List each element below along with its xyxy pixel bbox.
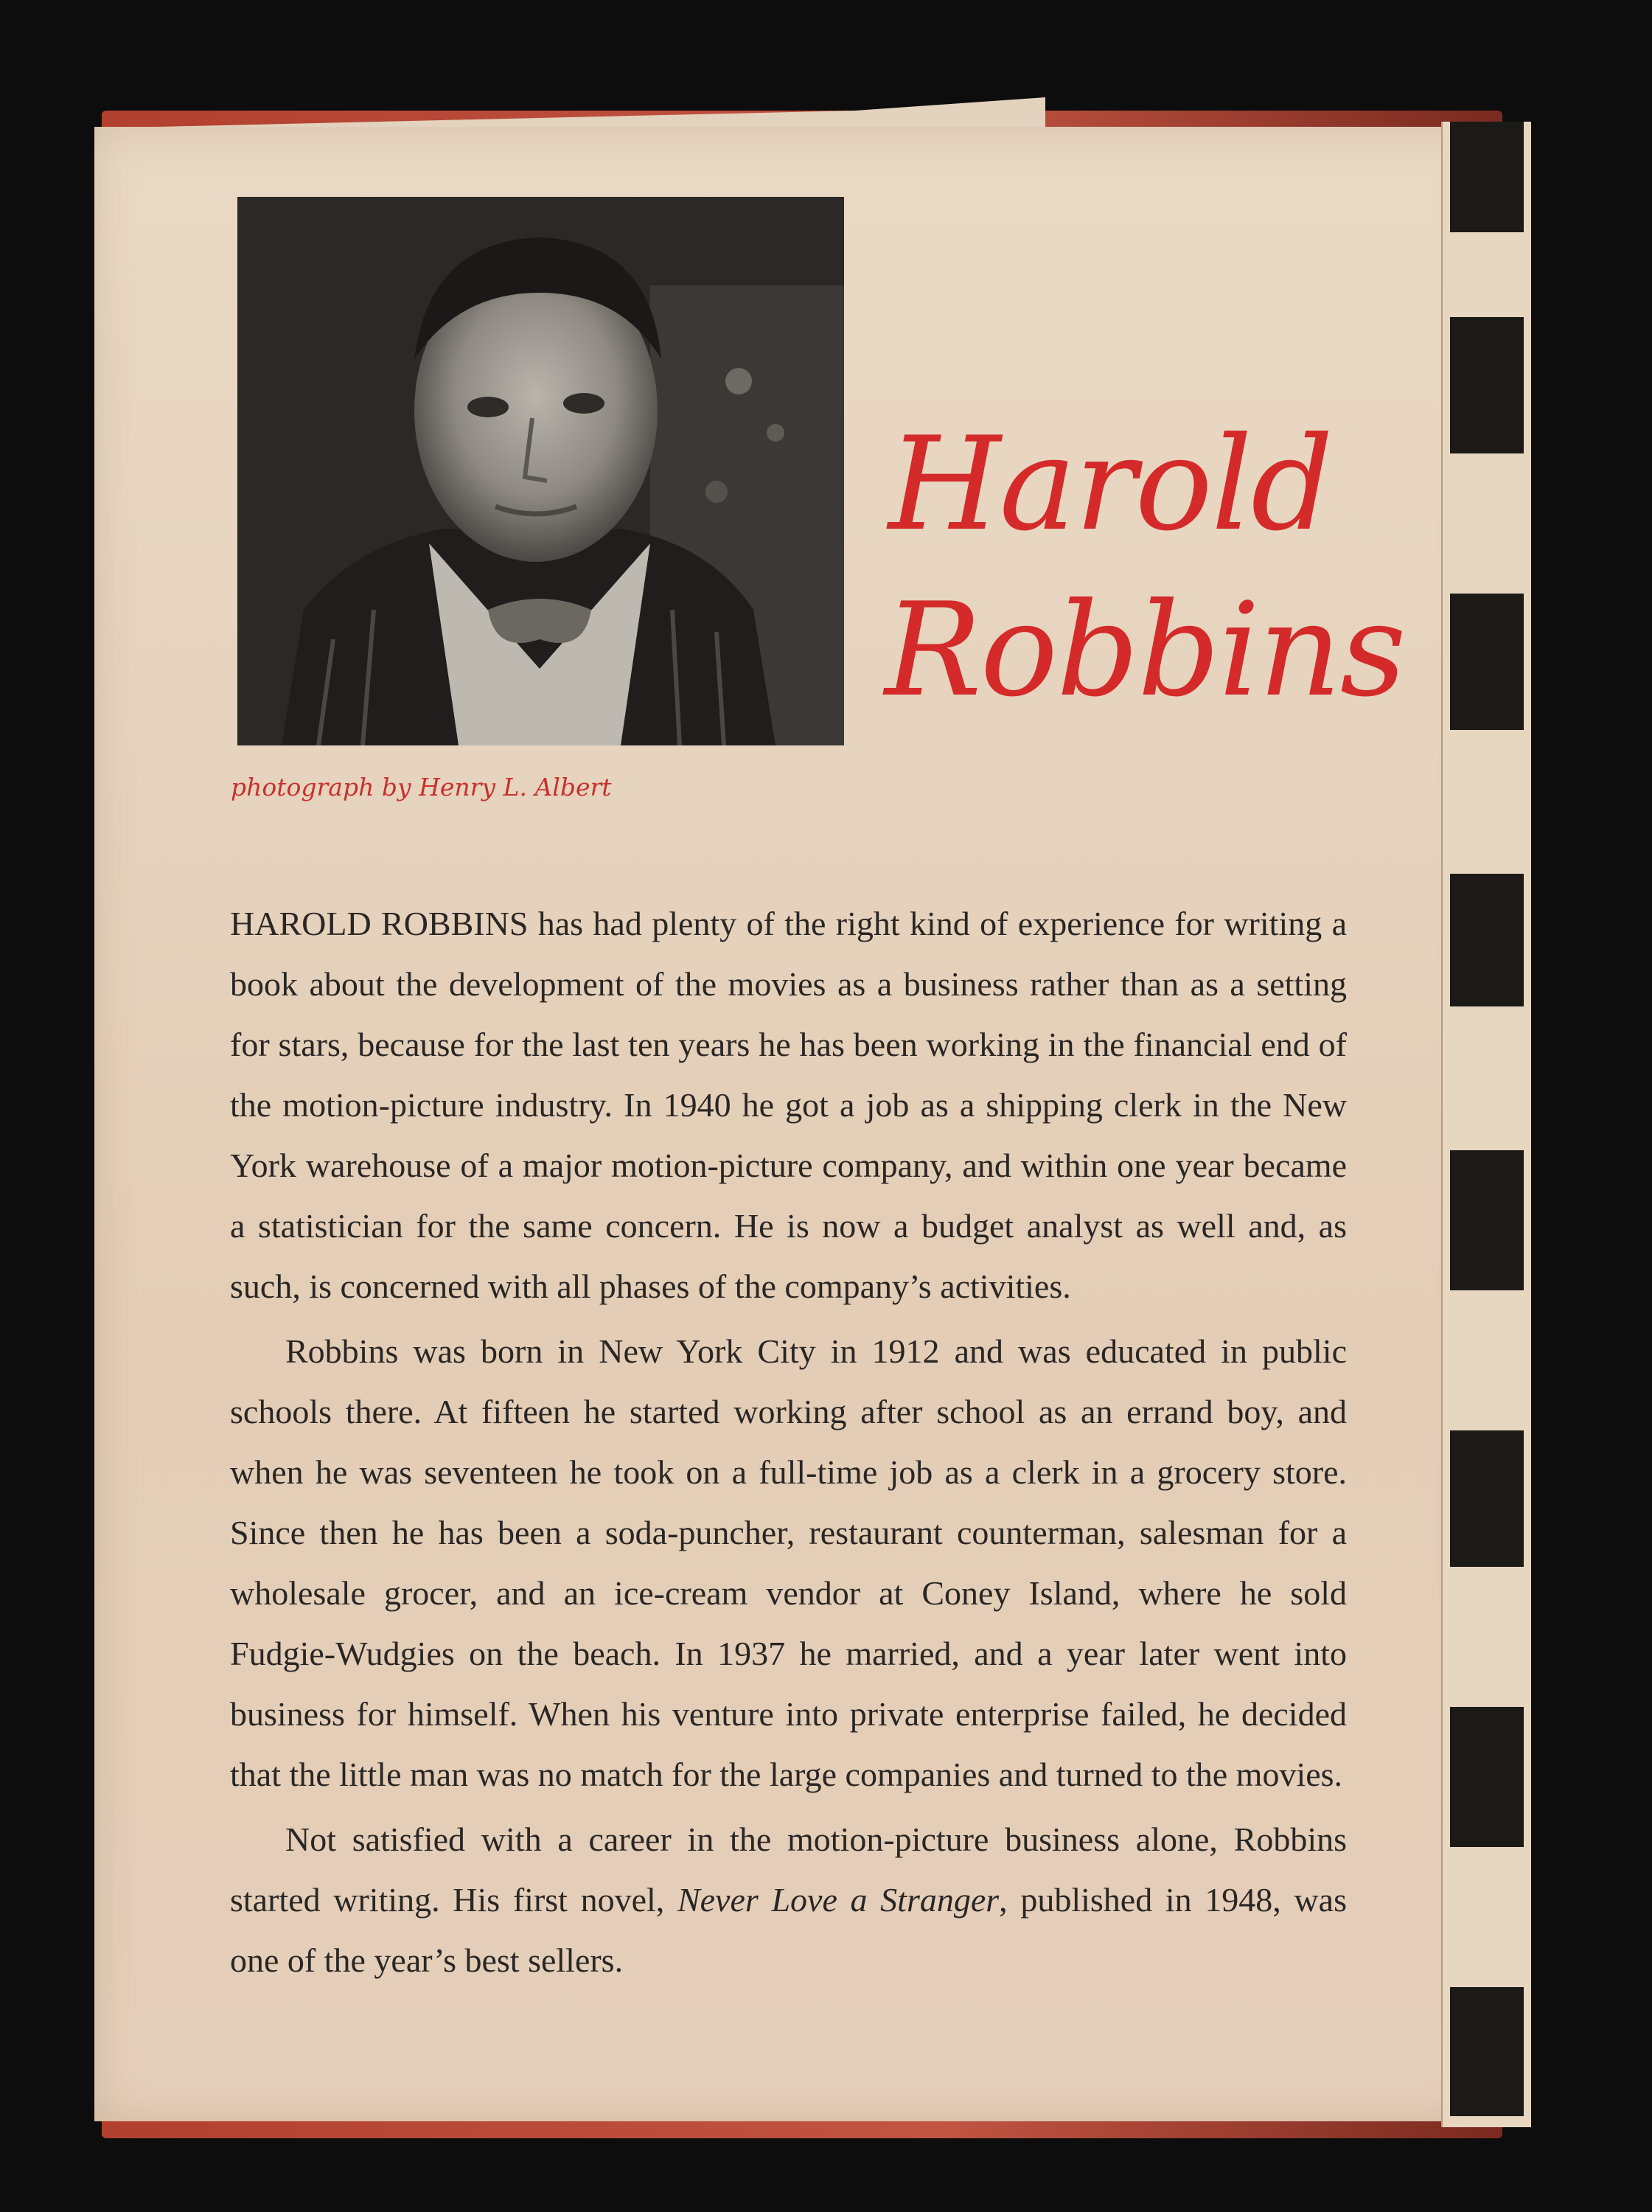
author-name-title [885,402,1405,734]
book-title: Never Love a Stranger [677,1881,1000,1919]
author-last-name: Robbins [885,576,1405,726]
bio-paragraph: HAROLD ROBBINS has had plenty of the right kind of experience for writing a book about the development of the movies as a business rather than as a setting for stars, because for the last ten years he has been working in the financial end of the motion-picture industry. In 1940 he got a job as a shipping clerk in the New York warehouse of a major motion-picture company, and within one year became a statistician for the same concern. He is now a budget analyst as well and, as such, is concerned with all phases of the company’s activities. [230,905,1347,1305]
spine-stripe [1450,874,1524,1006]
spine-stripe [1450,594,1524,730]
spine-stripe [1450,317,1524,453]
bio-paragraph: Robbins was born in New York City in 1912 and was educated in public schools there. At fifteen he started working after school as an errand boy, and when he was seventeen he took on a full-time job as a clerk in a grocery store. Since then he has been a soda-puncher, restaurant counterman, salesman for a wholesale grocer, and an ice-cream vendor at Coney Island, where he sold Fudgie-Wudgies on the beach. In 1937 he married, and a year later went into business for himself. When his venture into private enterprise failed, he decided that the little man was no match for the large companies and turned to the movies. [230,1332,1347,1793]
jacket-spine [1441,122,1531,2127]
author-photo [237,197,844,745]
bio-text: , published in 1948, was one of the year’s best sellers. [230,1881,1347,1979]
author-biography [230,894,1347,1991]
bio-text: Not satisfied with a career in the motion-picture business alone, Robbins started writing. His first novel, [230,1820,1347,1919]
author-first-name: Harold [888,410,1332,560]
spine-stripe [1450,1150,1524,1290]
spine-stripe [1450,1707,1524,1847]
photo-credit: photograph by Henry L. Albert [231,773,612,801]
spine-stripe [1450,1430,1524,1567]
author-portrait-illustration [237,197,844,745]
spine-stripe [1450,1987,1524,2116]
bio-paragraph [230,1809,1347,1991]
spine-stripe [1450,122,1524,232]
